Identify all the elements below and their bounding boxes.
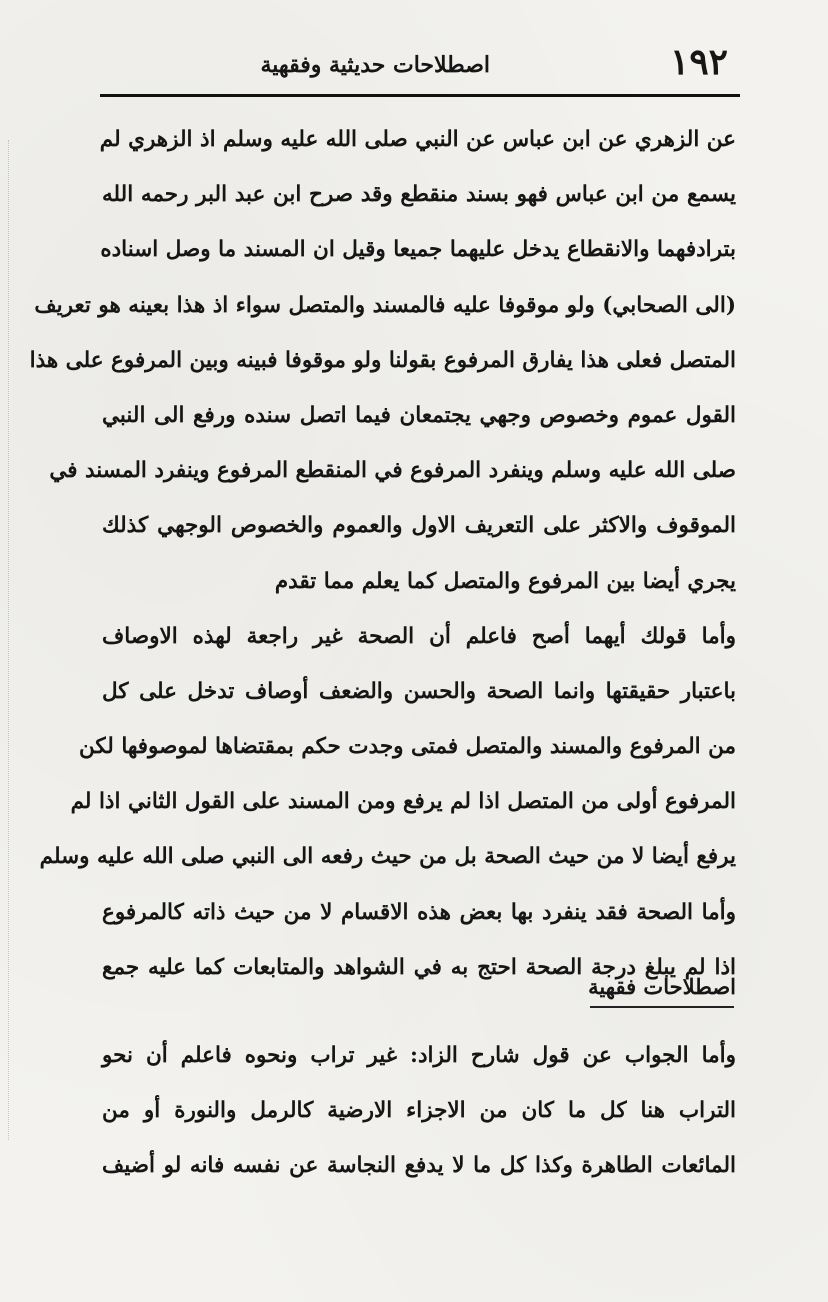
text-line: من المرفوع والمسند والمتصل فمتى وجدت حكم بمقتضاها لموصوفها لكن: [79, 734, 736, 760]
running-title: اصطلاحات حديثية وفقهية: [260, 52, 490, 78]
page-number: ١٩٢: [669, 41, 728, 83]
text-line: وأما قولك أيهما أصح فاعلم أن الصحة غير راجعة لهذه الاوصاف: [102, 623, 736, 649]
text-line: يجري أيضا بين المرفوع والمتصل كما يعلم مما تقدم: [274, 568, 736, 594]
main-text: [29, 112, 736, 995]
text-line: اذا لم يبلغ درجة الصحة احتج به في الشواهد والمتابعات كما عليه جمع: [102, 954, 736, 980]
text-line: (الى الصحابي) ولو موقوفا عليه فالمسند والمتصل سواء اذ هذا بعينه هو تعريف: [34, 292, 736, 318]
section-heading: اصطلاحات فقهية: [588, 974, 736, 999]
text-line: الموقوف والاكثر على التعريف الاول والعموم والخصوص الوجهي كذلك: [102, 513, 736, 539]
section-text: [102, 1028, 736, 1194]
section-heading-underline: [590, 1006, 734, 1008]
text-line: وأما الجواب عن قول شارح الزاد: غير تراب ونحوه فاعلم أن نحو: [102, 1043, 736, 1068]
text-line: التراب هنا كل ما كان من الاجزاء الارضية كالرمل والنورة أو من: [102, 1098, 736, 1124]
text-line: المائعات الطاهرة وكذا كل ما لا يدفع النجاسة عن نفسه فانه لو أضيف: [102, 1153, 736, 1179]
text-line: باعتبار حقيقتها وانما الصحة والحسن والضعف أوصاف تدخل على كل: [102, 678, 736, 704]
text-line: المرفوع أولى من المتصل اذا لم يرفع ومن المسند على القول الثاني اذا لم: [70, 789, 736, 815]
text-line: يسمع من ابن عباس فهو بسند منقطع وقد صرح ابن عبد البر رحمه الله: [102, 182, 736, 208]
page-header: [100, 38, 740, 94]
text-line: بترادفهما والانقطاع يدخل عليهما جميعا وقيل ان المسند ما وصل اسناده: [100, 237, 736, 263]
text-line: وأما الصحة فقد ينفرد بها بعض هذه الاقسام لا من حيث ذاته كالمرفوع: [102, 899, 736, 925]
text-line: المتصل فعلى هذا يفارق المرفوع بقولنا ولو موقوفا فبينه وبين المرفوع على هذا: [29, 347, 736, 373]
header-rule: [100, 94, 740, 97]
text-line: يرفع أيضا لا من حيث الصحة بل من حيث رفعه الى النبي صلى الله عليه وسلم: [39, 844, 736, 870]
text-line: عن الزهري عن ابن عباس عن النبي صلى الله عليه وسلم اذ الزهري لم: [99, 127, 736, 152]
text-line: القول عموم وخصوص وجهي يجتمعان فيما اتصل سنده ورفع الى النبي: [102, 402, 736, 428]
text-line: صلى الله عليه وسلم وينفرد المرفوع في المنقطع المرفوع وينفرد المسند في: [49, 458, 736, 484]
